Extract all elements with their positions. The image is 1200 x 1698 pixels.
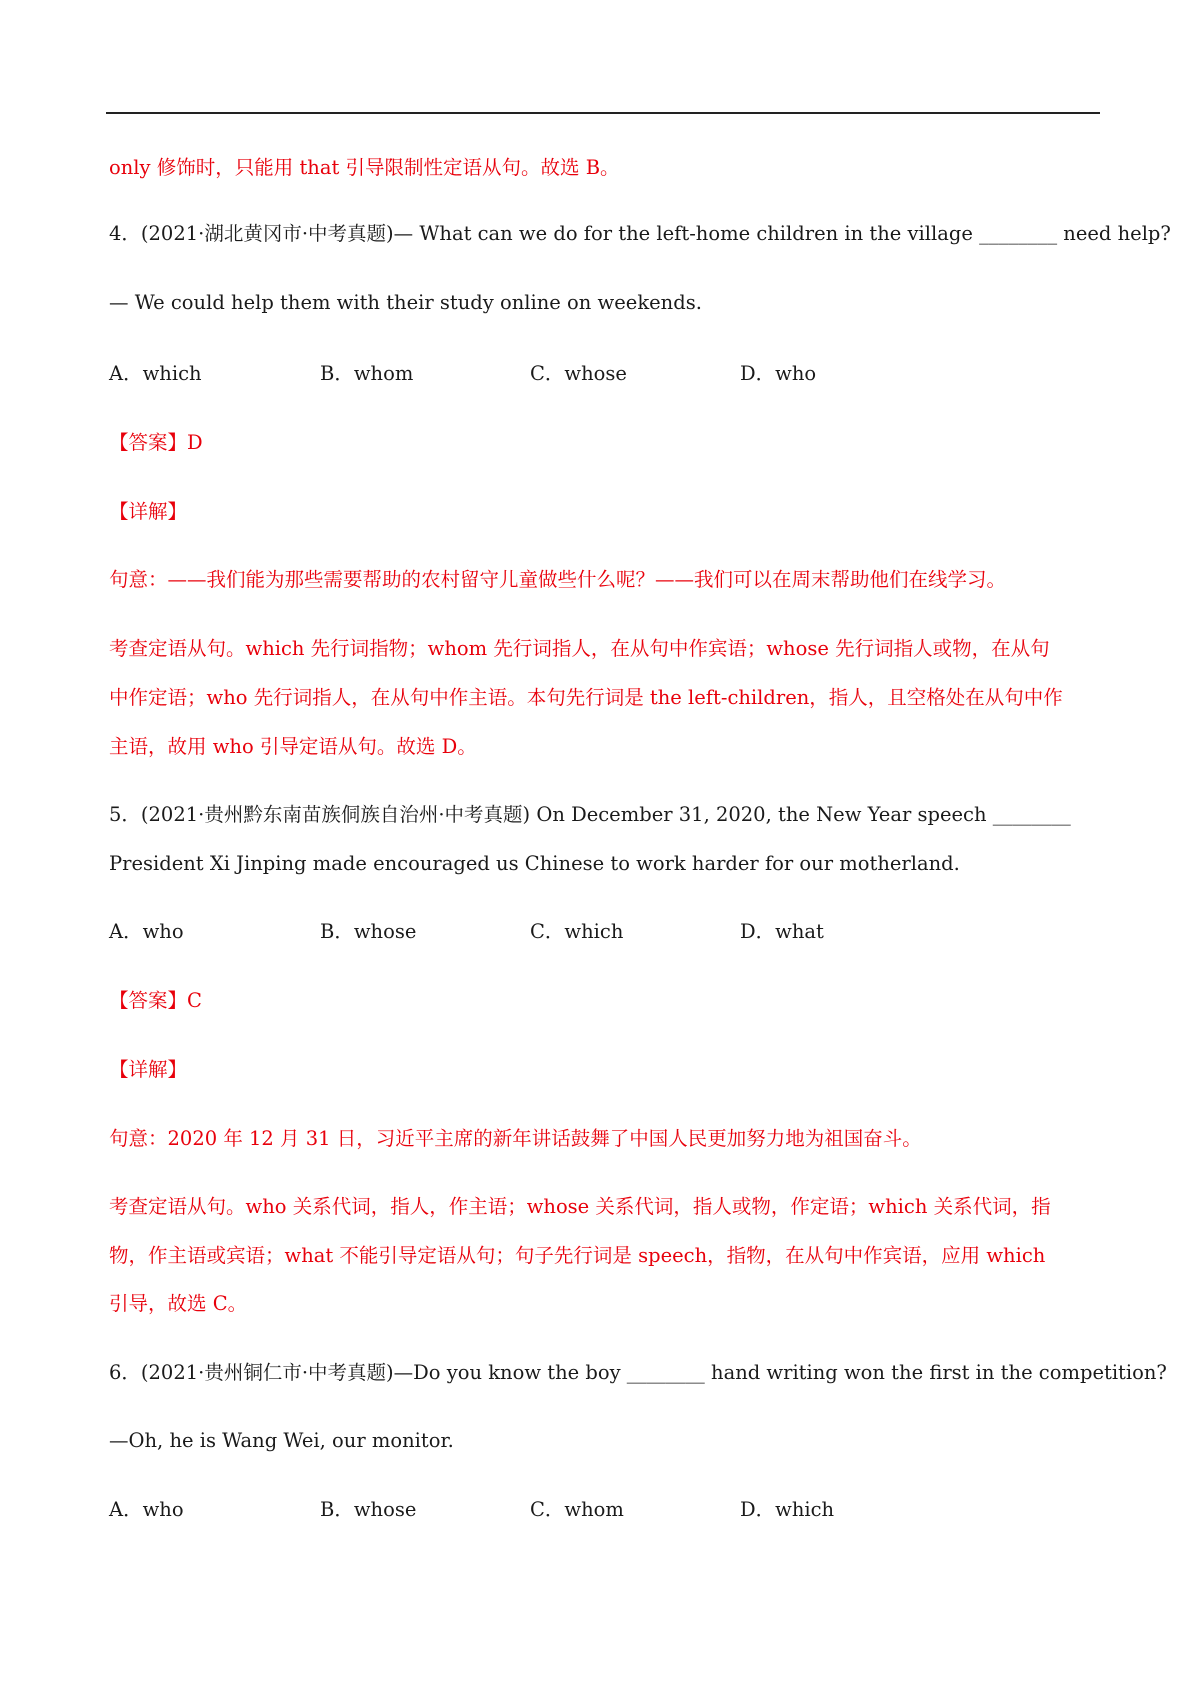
q4-option-c: C．whose [530, 362, 627, 385]
q5-option-a: A．who [109, 920, 184, 943]
q4-option-b: B．whom [320, 362, 414, 385]
q4-stem-line2: — We could help them with their study online on weekends. [109, 291, 702, 314]
q4-analysis-line2: 中作定语；who 先行词指人，在从句中作主语。本句先行词是 the left-children，指人，且空格处在从句中作 [109, 686, 1063, 709]
q4-analysis-line1: 考查定语从句。which 先行词指物；whom 先行词指人，在从句中作宾语；whose 先行词指人或物，在从句 [109, 637, 1050, 660]
q6-stem-line2: —Oh, he is Wang Wei, our monitor. [109, 1429, 454, 1452]
header-rule [106, 112, 1100, 114]
q4-answer: 【答案】D [109, 431, 203, 454]
q5-analysis-line2: 物，作主语或宾语；what 不能引导定语从句；句子先行词是 speech，指物，在从句中作宾语，应用 which [109, 1244, 1046, 1267]
q6-option-a: A．who [109, 1498, 184, 1521]
q4-detail-label: 【详解】 [109, 500, 188, 523]
carryover-text: only 修饰时，只能用 that 引导限制性定语从句。故选 B。 [109, 156, 620, 179]
q4-option-d: D．who [740, 362, 817, 385]
q5-stem-line2: President Xi Jinping made encouraged us Chinese to work harder for our motherland. [109, 852, 960, 875]
q6-option-d: D．which [740, 1498, 835, 1521]
q5-analysis-line3: 引导，故选 C。 [109, 1292, 248, 1315]
q5-analysis-line1: 考查定语从句。who 关系代词，指人，作主语；whose 关系代词，指人或物，作定语；which 关系代词，指 [109, 1195, 1051, 1218]
q4-stem-line1: 4．(2021·湖北黄冈市·中考真题)— What can we do for the left-home children in the village ________ need help? [109, 222, 1171, 245]
q6-stem-line1: 6．(2021·贵州铜仁市·中考真题)—Do you know the boy ________ hand writing won the first in the competition? [109, 1361, 1167, 1384]
q5-answer: 【答案】C [109, 989, 202, 1012]
q4-meaning: 句意：——我们能为那些需要帮助的农村留守儿童做些什么呢？——我们可以在周末帮助他们在线学习。 [109, 568, 1007, 591]
q6-option-c: C．whom [530, 1498, 624, 1521]
q5-option-b: B．whose [320, 920, 417, 943]
q4-analysis-line3: 主语，故用 who 引导定语从句。故选 D。 [109, 735, 477, 758]
q5-stem-line1: 5．(2021·贵州黔东南苗族侗族自治州·中考真题) On December 31, 2020, the New Year speech ________ [109, 803, 1071, 826]
q5-option-c: C．which [530, 920, 624, 943]
q6-option-b: B．whose [320, 1498, 417, 1521]
q5-detail-label: 【详解】 [109, 1058, 188, 1081]
q5-meaning: 句意：2020 年 12 月 31 日，习近平主席的新年讲话鼓舞了中国人民更加努力地为祖国奋斗。 [109, 1127, 922, 1150]
q4-option-a: A．which [109, 362, 202, 385]
q5-option-d: D．what [740, 920, 824, 943]
